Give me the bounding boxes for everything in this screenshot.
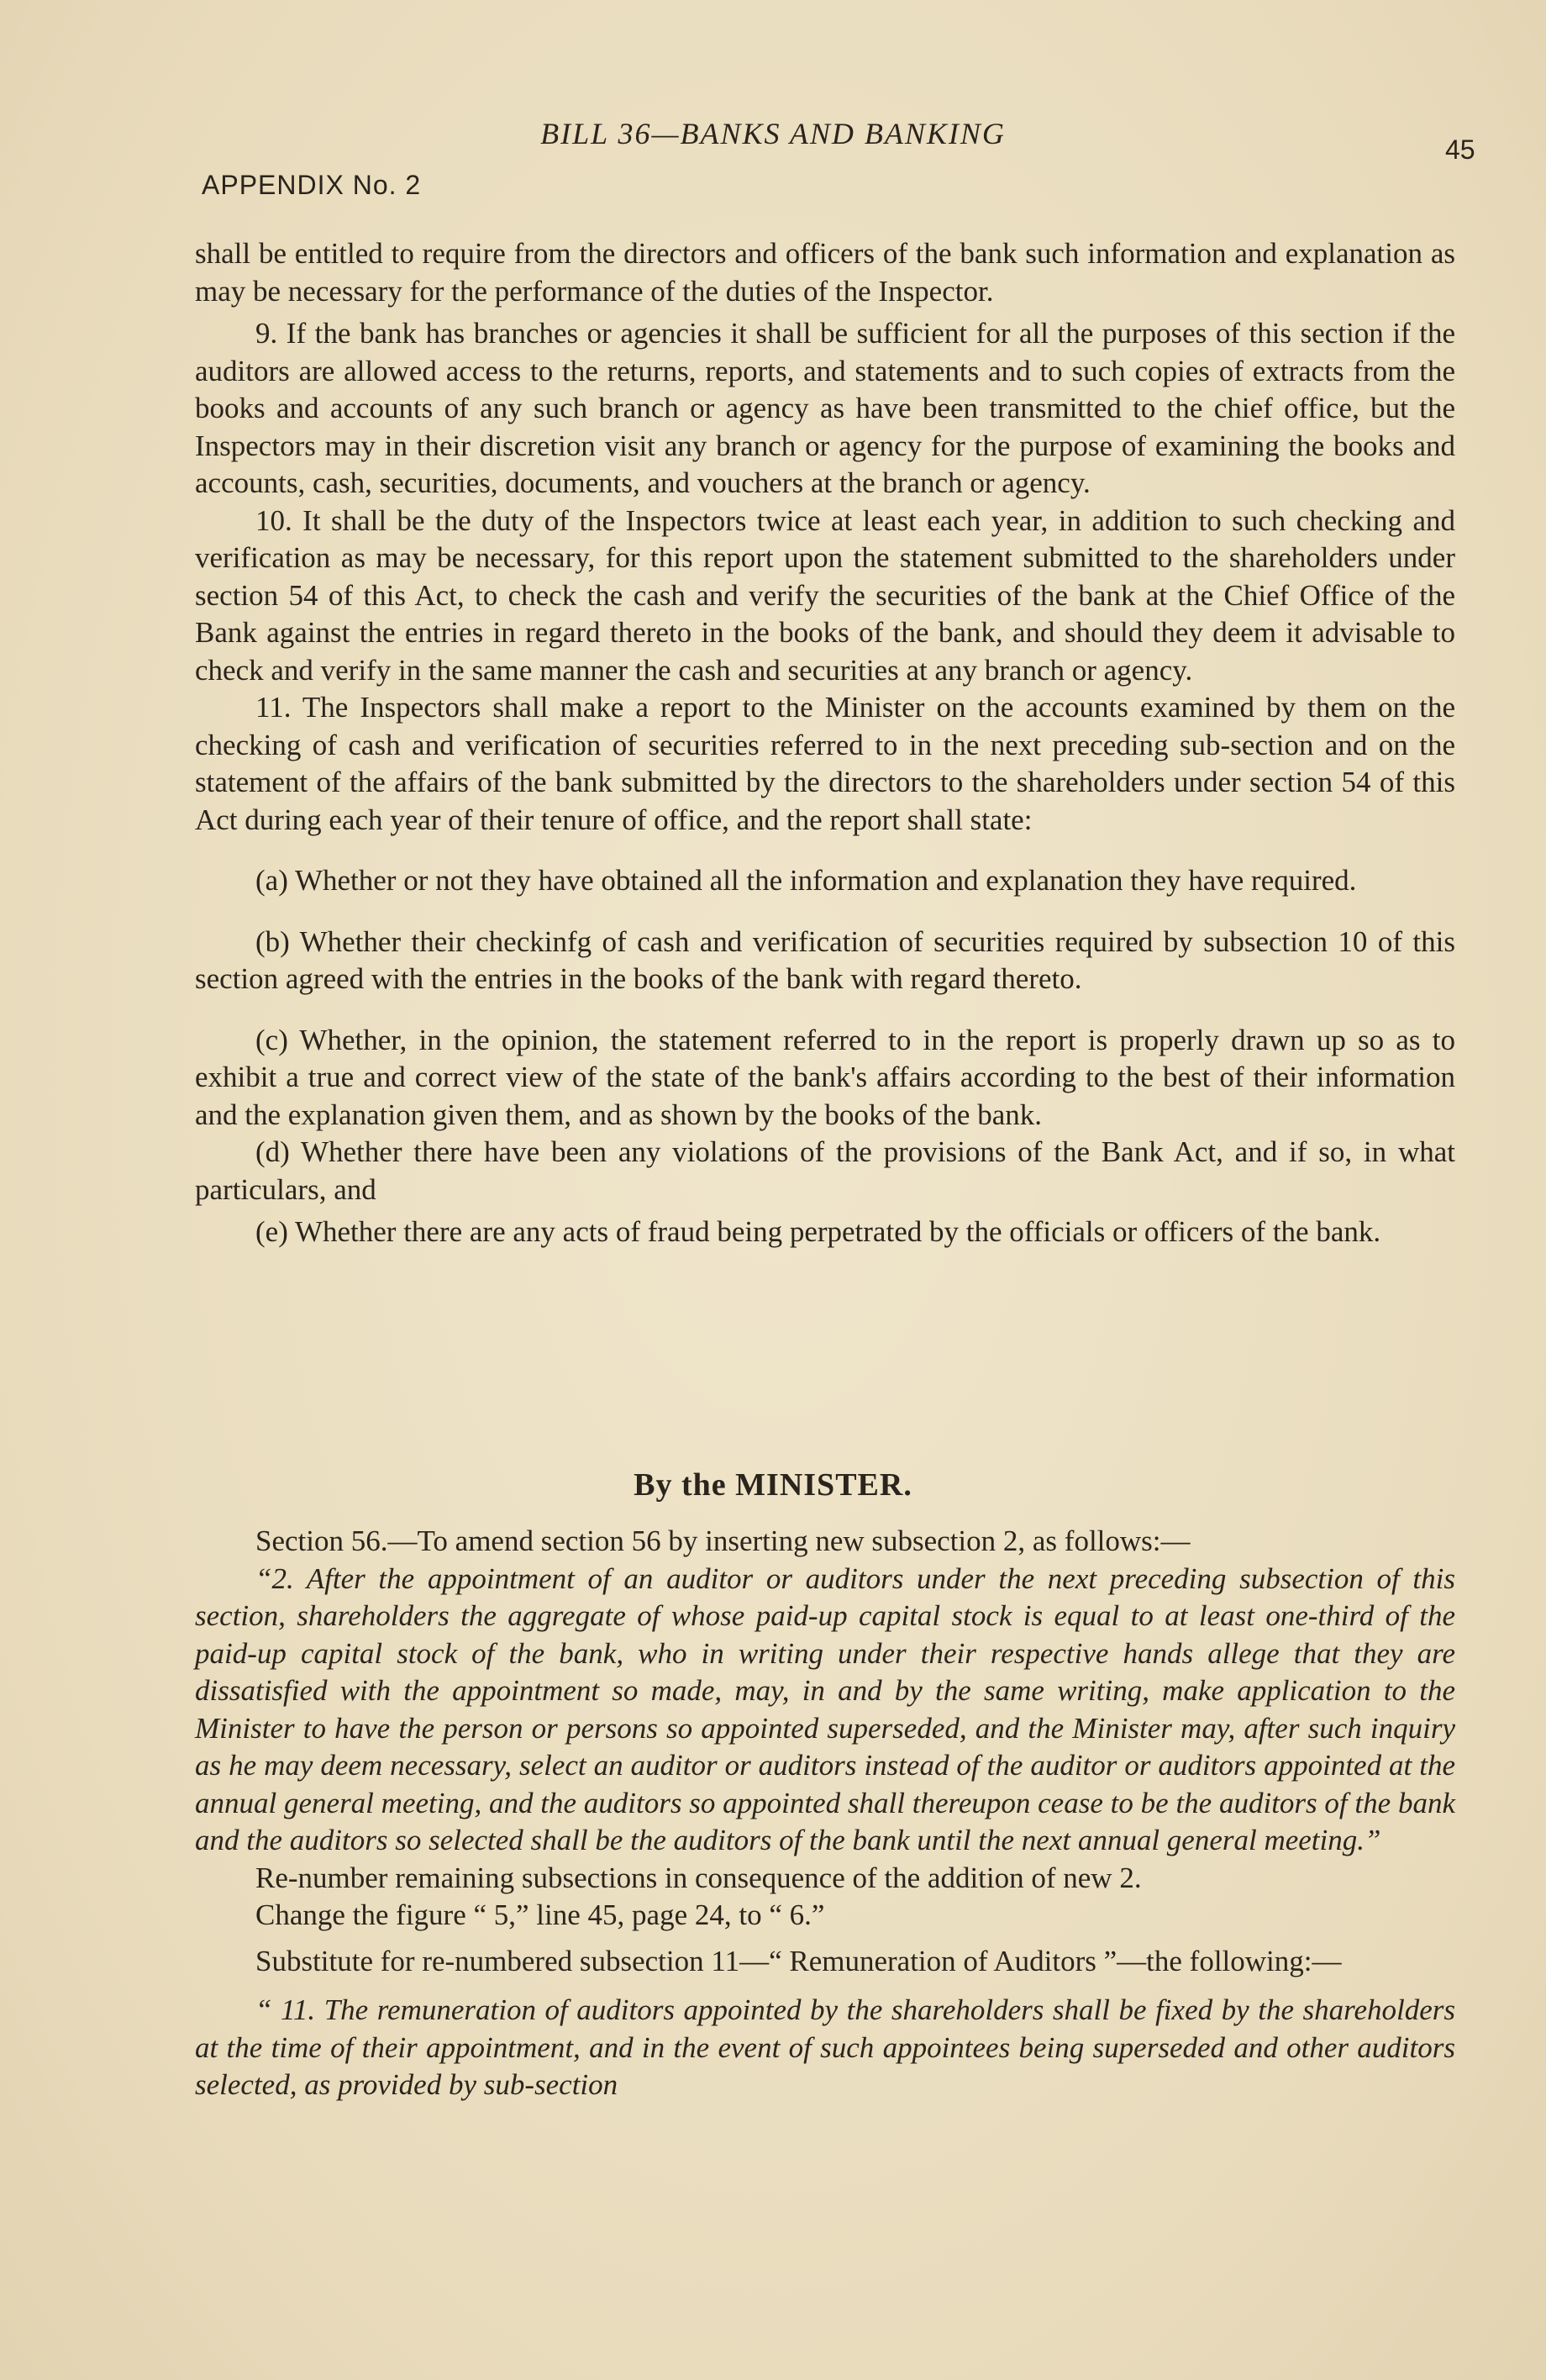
clause-b: (b) Whether their checkinfg of cash and verification of securities required by subsection 10 of this section agreed with the entries in the books of the bank with regard thereto.: [195, 924, 1455, 995]
clause-d: (d) Whether there have been any violations of the provisions of the Bank Act, and if so, in what particulars, and: [195, 1135, 1455, 1206]
renumber-note: Re-number remaining subsections in consequence of the addition of new 2.: [255, 1861, 1142, 1894]
minister-heading: By the MINISTER.: [634, 1467, 912, 1503]
page-number: 45: [1445, 134, 1475, 165]
change-figure-note: Change the figure “ 5,” line 45, page 24, to “ 6.”: [255, 1898, 825, 1931]
clause-a: (a) Whether or not they have obtained all the information and explanation they have required.: [255, 864, 1357, 897]
quoted-subsection-11: “ 11. The remuneration of auditors appointed by the shareholders shall be fixed by the shareholders at the time of their appointment, and in the event of such appointees being superseded and other auditors selected, as provided by sub-section: [195, 1993, 1455, 2101]
running-header: BILL 36—BANKS AND BANKING: [540, 117, 1006, 150]
minister-text: [195, 1523, 1455, 2104]
section-10: 10. It shall be the duty of the Inspectors twice at least each year, in addition to such checking and verification as may be necessary, for this report upon the statement submitted to the shareholders under section 54 of this Act, to check the cash and verify the securities of the bank at the Chief Office of the Bank against the entries in regard thereto in the books of the bank, and should they deem it advisable to check and verify in the same manner the cash and securities at any branch or agency.: [195, 503, 1455, 687]
section-9: 9. If the bank has branches or agencies it shall be sufficient for all the purposes of this section if the auditors are allowed access to the returns, reports, and statements and to such copies of extracts from the books and accounts of any such branch or agency as have been transmitted to the chief office, but the Inspectors may in their discretion visit any branch or agency for the purpose of examining the books and accounts, cash, securities, documents, and vouchers at the branch or agency.: [195, 317, 1455, 499]
substitute-note: Substitute for re-numbered subsection 11—“ Remuneration of Auditors ”—the following:—: [255, 1944, 1342, 1977]
quoted-subsection-2: “2. After the appointment of an auditor or auditors under the next preceding subsection of this section, shareholders the aggregate of whose paid-up capital stock is equal to at least one-third of the paid-up capital stock of the bank, who in writing under their respective hands allege that they are dissatisfied with the appointment so made, may, in and by the same writing, make application to the Minister to have the person or persons so appointed superseded, and the Minister may, after such inquiry as he may deem necessary, select an auditor or auditors instead of the auditor or auditors appointed at the annual general meeting, and the auditors so appointed shall thereupon cease to be the auditors of the bank and the auditors so selected shall be the auditors of the bank until the next annual general meeting.”: [195, 1561, 1455, 1856]
paragraph-continuation: shall be entitled to require from the directors and officers of the bank such information and explanation as may be necessary for the performance of the duties of the Inspector.: [195, 237, 1455, 308]
section-11: 11. The Inspectors shall make a report to the Minister on the accounts examined by them on the checking of cash and verification of securities referred to in the next preceding sub-section and on the statement of the affairs of the bank submitted by the directors to the shareholders under section 54 of this Act during each year of their tenure of office, and the report shall state:: [195, 691, 1455, 836]
main-text: [195, 235, 1455, 1251]
clause-e: (e) Whether there are any acts of fraud being perpetrated by the officials or officers of the bank.: [255, 1215, 1381, 1248]
appendix-label: APPENDIX No. 2: [202, 170, 422, 200]
section-56-amendment: Section 56.—To amend section 56 by inserting new subsection 2, as follows:—: [255, 1524, 1191, 1557]
clause-c: (c) Whether, in the opinion, the statement referred to in the report is properly drawn up so as to exhibit a true and correct view of the state of the bank's affairs according to the best of their information and the explanation given them, and as shown by the books of the bank.: [195, 1023, 1455, 1131]
